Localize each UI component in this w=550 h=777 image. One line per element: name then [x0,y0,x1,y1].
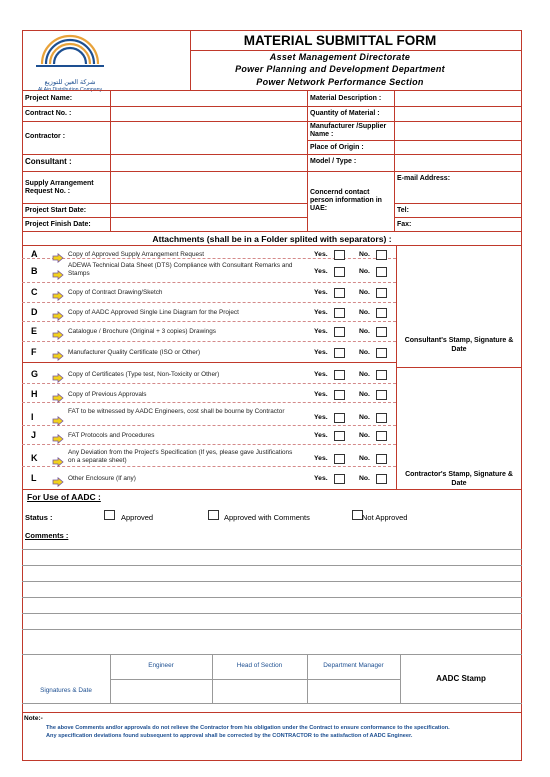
yes-checkbox[interactable] [334,431,345,441]
arrow-right-icon [52,413,64,423]
contract-no-field[interactable] [111,107,306,120]
no-label: No. [359,349,370,356]
attachment-description: Other Enclosure (If any) [68,475,136,482]
attachment-letter: I [31,412,34,422]
project-name-label: Project Name: [25,95,73,102]
arrow-right-icon [52,431,64,441]
yes-checkbox[interactable] [334,308,345,318]
quantity-field[interactable] [395,107,521,120]
no-label: No. [359,328,370,335]
attachment-description: Copy of Certificates (Type test, Non-Toxicity or Other) [68,371,220,378]
attachment-letter: H [31,389,38,399]
no-checkbox[interactable] [376,370,387,380]
manufacturer-label: Manufacturer /Supplier Name : [310,123,387,138]
model-type-label: Model / Type : [310,158,357,165]
attachment-description: Copy of Previous Approvals [68,391,147,398]
yes-label: Yes. [314,309,328,316]
no-label: No. [359,251,370,258]
contractor-field[interactable] [111,122,306,153]
arrow-right-icon [52,348,64,358]
yes-checkbox[interactable] [334,390,345,400]
arrow-right-icon [52,454,64,464]
project-start-label: Project Start Date: [25,207,87,214]
project-finish-field[interactable] [111,218,306,230]
no-label: No. [359,432,370,439]
no-checkbox[interactable] [376,431,387,441]
attachment-description: Any Deviation from the Project's Specification (If yes, please gave Justifications on a separate sheet) [68,449,293,464]
form-title: MATERIAL SUBMITTAL FORM [243,33,437,48]
no-checkbox[interactable] [376,390,387,400]
no-checkbox[interactable] [376,250,387,260]
note-line-2: Any specification deviations found subsequent to approval shall be corrected by the CONTRACTOR to the satisfaction of AADC Engineer. [46,733,413,739]
yes-checkbox[interactable] [334,348,345,358]
attachment-description: Copy of Contract Drawing/Sketch [68,289,163,296]
model-type-field[interactable] [395,155,521,170]
note-label: Note:- [24,715,43,722]
no-label: No. [359,268,370,275]
yes-label: Yes. [314,289,328,296]
attachments-title: Attachments (shall be in a Folder splited with separators) : [152,234,392,244]
fax-label: Fax: [397,221,412,228]
comments-area[interactable] [23,550,521,646]
arrow-right-icon [52,250,64,260]
attachment-description: Copy of AADC Approved Single Line Diagram for the Project [68,309,239,316]
arrow-right-icon [52,308,64,318]
no-label: No. [359,391,370,398]
arrow-right-icon [52,474,64,484]
yes-label: Yes. [314,391,328,398]
no-checkbox[interactable] [376,413,387,423]
yes-checkbox[interactable] [334,474,345,484]
email-label: E-mail Address: [397,175,451,182]
attachment-description: Catalogue / Brochure (Original + 3 copies) Drawings [68,328,216,335]
attachment-description: FAT Protocols and Procedures [68,432,155,439]
place-origin-label: Place of Origin : [310,144,364,151]
yes-checkbox[interactable] [334,288,345,298]
contract-no-label: Contract No. : [25,110,72,117]
arrow-right-icon [52,267,64,277]
logo-arabic-text: شركة العين للتوزيع [44,79,96,86]
supply-arrangement-field[interactable] [111,172,306,202]
note-line-1: The above Comments and/or approvals do not relieve the Contractor from his obligation under the Contract to ensure conformance to the specification. [46,725,450,731]
attachment-letter: A [31,249,38,259]
attachment-letter: B [31,266,38,276]
no-label: No. [359,371,370,378]
head-signature-field[interactable] [213,680,306,702]
no-checkbox[interactable] [376,308,387,318]
aadc-stamp-label: AADC Stamp [436,674,486,683]
supply-arrangement-label: Supply Arrangement Request No. : [25,180,94,195]
yes-label: Yes. [314,349,328,356]
attachment-letter: L [31,473,37,483]
approved-checkbox[interactable] [104,510,115,520]
attachment-letter: G [31,369,39,379]
logo-sun-icon [30,34,110,74]
company-logo [30,34,110,93]
header-section: Power Network Performance Section [256,77,424,87]
project-name-field[interactable] [111,91,306,105]
arrow-right-icon [52,390,64,400]
no-checkbox[interactable] [376,454,387,464]
attachment-description: ADEWA Technical Data Sheet (DTS) Compliance with Consultant Remarks and Stamps [68,262,293,277]
yes-checkbox[interactable] [334,370,345,380]
contractor-stamp-label: Contractor's Stamp, Signature & Date [405,471,513,487]
tel-label: Tel: [397,207,409,214]
no-checkbox[interactable] [376,267,387,277]
project-finish-label: Project Finish Date: [25,221,91,228]
quantity-label: Quantity of Material : [310,110,380,117]
arrow-right-icon [52,370,64,380]
yes-checkbox[interactable] [334,413,345,423]
yes-label: Yes. [314,432,328,439]
yes-label: Yes. [314,251,328,258]
arrow-right-icon [52,288,64,298]
header-directorate: Asset Management Directorate [269,52,411,62]
manufacturer-field[interactable] [395,122,521,139]
head-of-section-header: Head of Section [236,662,283,669]
attachment-description: Copy of Approved Supply Arrangement Request [68,251,205,258]
yes-label: Yes. [314,268,328,275]
yes-checkbox[interactable] [334,454,345,464]
yes-label: Yes. [314,371,328,378]
yes-label: Yes. [314,475,328,482]
contractor-label: Contractor : [25,133,66,140]
attachment-letter: C [31,287,38,297]
attachment-letter: D [31,307,38,317]
consultant-stamp-label: Consultant's Stamp, Signature & Date [404,337,514,353]
signatures-date-label: Signatures & Date [40,687,92,694]
no-label: No. [359,455,370,462]
logo-english-text: Al Ain Distribution Company [37,87,103,93]
yes-label: Yes. [314,328,328,335]
arrow-right-icon [52,327,64,337]
approved-label: Approved [121,513,154,522]
attachment-description: Manufacturer Quality Certificate (ISO or Other) [68,349,201,356]
project-start-field[interactable] [111,204,306,216]
engineer-signature-field[interactable] [111,680,211,702]
consultant-field[interactable] [111,155,306,170]
yes-checkbox[interactable] [334,327,345,337]
header-department: Power Planning and Development Department [235,64,445,74]
engineer-header: Engineer [148,662,174,669]
aadc-title: For Use of AADC : [27,492,101,502]
attachment-letter: E [31,326,38,336]
place-origin-field[interactable] [395,141,521,153]
status-label: Status : [25,513,53,522]
not-approved-label: Not Approved [362,513,408,522]
material-desc-label: Material Description : [310,95,382,102]
approved-with-comments-label: Approved with Comments [224,513,310,522]
approved-with-comments-checkbox[interactable] [208,510,219,520]
consultant-label: Consultant : [25,157,72,166]
no-checkbox[interactable] [376,327,387,337]
attachment-description: FAT to be witnessed by AADC Engineers, cost shall be bourne by Contractor [68,408,285,415]
no-checkbox[interactable] [376,288,387,298]
no-checkbox[interactable] [376,348,387,358]
attachment-letter: J [31,430,37,440]
no-checkbox[interactable] [376,474,387,484]
attachment-letter: F [31,347,37,357]
no-label: No. [359,475,370,482]
comments-label: Comments : [25,531,69,540]
no-label: No. [359,289,370,296]
manager-signature-field[interactable] [308,680,399,702]
attachment-letter: K [31,453,38,463]
material-desc-field[interactable] [395,91,521,105]
concerned-contact-label: Concernd contact person information in UAE: [310,189,382,212]
yes-checkbox[interactable] [334,250,345,260]
yes-label: Yes. [314,414,328,421]
no-label: No. [359,309,370,316]
no-label: No. [359,414,370,421]
yes-label: Yes. [314,455,328,462]
yes-checkbox[interactable] [334,267,345,277]
department-manager-header: Department Manager [323,662,384,669]
